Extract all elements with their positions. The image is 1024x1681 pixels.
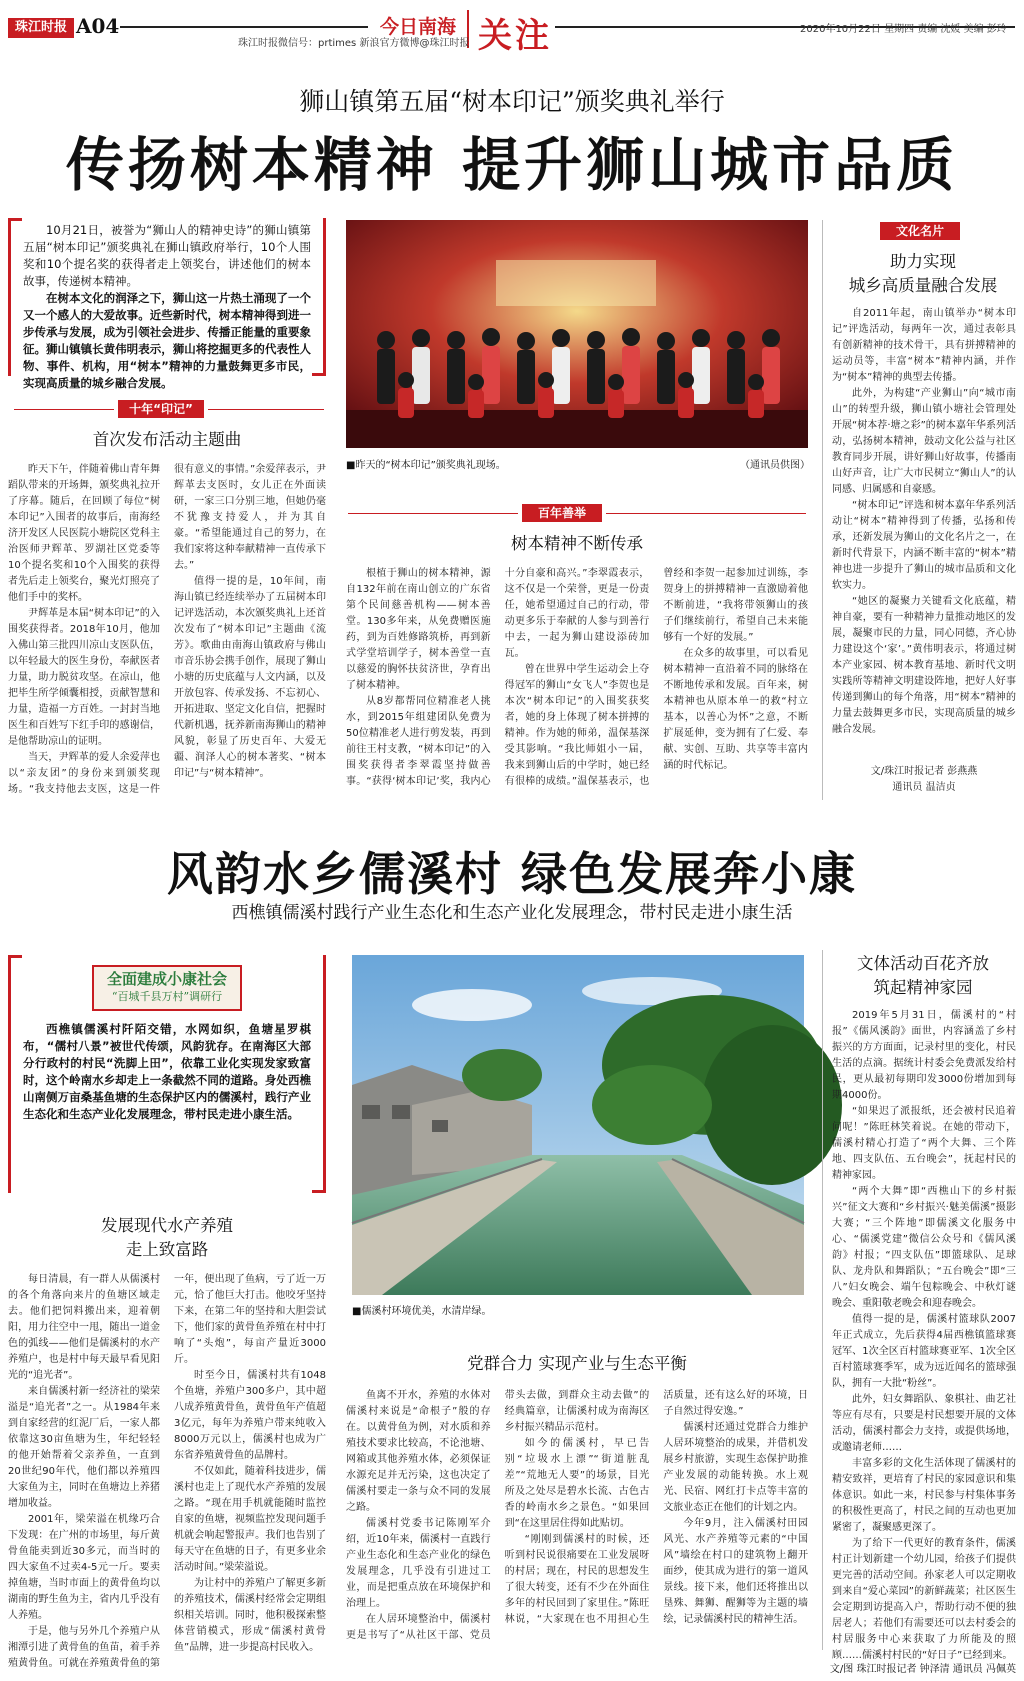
body-paragraph: 根植于狮山的树本精神，源自132年前在南山创立的广东省第个民间慈善机构——树本善堂。130多年来，从免费赠医施药，到为百姓修路筑桥，再到新式学堂培训学子，树本善堂一直以慈爱的胸怀扶贫济世，孕育出了树本精神。 [346, 568, 491, 691]
tag-rule [348, 513, 518, 514]
body-paragraph: 值得一提的是，儒溪村篮球队2007年正式成立，先后获得4届西樵镇篮球赛冠军、1次全区百村篮球赛亚军、1次全区百村篮球赛季军，成为远近闻名的篮球强队，拥有一大批“粉丝”。 [832, 1314, 1016, 1389]
photo1-credit: （通讯员供图） [740, 460, 810, 471]
tag-rule [14, 409, 114, 410]
page-number: A04 [76, 14, 120, 38]
story2-headline: 风韵水乡儒溪村 绿色发展奔小康 [166, 847, 857, 901]
body-paragraph: 当天，尹辉革的爱人余爱萍也以“亲友团”的身份来到颁奖现场。“我支持他去支医，这是一件很有意义的事情。”余爱萍表示，尹辉革去支医时，女儿正在外面读研，一家三口分别三地，但她仍毫不犹豫支持爱人，并为其自豪。“希望能通过自己的努力，在我们家将这种奉献精神一直传承下去。” [8, 464, 326, 795]
story2-sec1-body [8, 1272, 326, 1672]
body-paragraph: 2001年，梁荣溢在机缘巧合下发现：在广州的市场里，每斤黄骨鱼能卖到近30多元，而当时的四大家鱼不过卖4-5元一斤。要卖掉鱼塘，当时市面上的黄骨鱼均以湖南的野生鱼为主，省内几乎没有人养殖。 [8, 1514, 160, 1621]
section-name: 今日南海 [380, 16, 457, 38]
photo1-caption: ■昨天的“树本印记”颁奖典礼现场。 [346, 460, 506, 471]
body-paragraph: 2019年5月31日，儒溪村的“村报”《儒风溪韵》面世，内容涵盖了乡村振兴的方方面面，记录村里的变化，村民生活的点滴。据统计村委会免费派发给村民，更从最初每期印发3000份增加到每期4000份。 [832, 1010, 1016, 1101]
story1-lead-paragraph: 10月21日，被誉为“狮山人的精神史诗”的狮山镇第五届“树本印记”颁奖典礼在狮山镇政府举行，10个人围奖和10个提名奖的获得者走上领奖台，讲述他们的树本故事，传递树本精神。 [23, 223, 311, 288]
story2-sec2-subhead: 党群合力 实现产业与生态平衡 [467, 1354, 687, 1373]
story2-sec2-body [346, 1388, 808, 1672]
tag-rule [606, 513, 806, 514]
ceremony-illustration [346, 220, 808, 448]
body-paragraph: 自2011年起，南山镇举办“树本印记”评选活动，每两年一次，通过表彰具有创新精神的技术骨干，具有拼搏精神的运动员等，丰富“树本”精神内涵，并作为“树本”精神的典型去传播。 [832, 308, 1016, 383]
sidebar-rule [822, 950, 823, 1650]
story2-sec1-subhead: 发展现代水产养殖 走上致富路 [101, 1216, 233, 1259]
body-paragraph: 鱼离不开水，养殖的水体对儒溪村来说是“命根子”般的存在。以黄骨鱼为例，对水质和养殖技术要求比较高，不论池塘、网箱或其他养殖水体，必须保证水源充足并无污染，这也决定了儒溪村要走一条与众不同的发展之路。 [346, 1390, 491, 1513]
body-paragraph: 儒溪村还通过党群合力维护人居环境整治的成果，并借机发展乡村旅游，实现生态保护助推产业发展的动能转换。水上观光、民宿、网红打卡点等丰富的文旅业态正在他们的计划之内。 [663, 1422, 808, 1513]
body-paragraph: “两个大舞”即“西樵山下的乡村振兴”征文大赛和“乡村振兴·魅美儒溪”摄影大赛；“三个阵地”即儒溪文化服务中心、“儒溪党建”微信公众号和《儒风溪韵》村报；“四支队伍”即篮球队、足球队、龙舟队和舞蹈队；“五台晚会”即“三八”妇女晚会、端午包粽晚会、中秋灯谜晚会、重阳敬老晚会和迎春晚会。 [832, 1186, 1016, 1309]
body-paragraph: “树本印记”评选和树本嘉年华系列活动让“树本”精神得到了传播，弘扬和传承，还新发展为狮山的文化名片之一，在新时代背景下，内涵不断丰富的“树本”精神也进一步提升了狮山的城市品质和文化软实力。 [832, 500, 1016, 591]
body-paragraph: 如今的儒溪村，早已告别“垃圾水上漂”“街道脏乱差”“荒地无人要”的场景，目光所及之处尽是碧水长流、古色古香的岭南水乡之景色。“如果回到“在这里居住得如此贴切。 [504, 1438, 650, 1529]
sidebar-rule [822, 220, 823, 800]
body-paragraph: 值得一提的是，10年间，南海山镇已经连续举办了五届树本印记评选活动，本次颁奖典礼上还首次发布了“树本印记”主题曲《流芳》。歌曲由南海山镇政府与佛山市音乐协会携手创作，展现了狮山小塘的历史底蕴与人文内涵，以及开放包容、传承发扬、不忘初心、开拓进取、坚定文化自信，把握时代新机遇，抚养新南海狮山的精神风貌，彰显了历史百年、大爱无疆、润泽人心的树本著奖、“树本印记”与“树本精神”。 [174, 576, 326, 779]
body-paragraph: 不仅如此，随着科技进步，儒溪村也走上了现代水产养殖的发展之路。“现在用手机就能随时监控自家的鱼塘，视频监控发现问题手机就会响起警报声。我们也告别了每天守在鱼塘的日子，有更多业余活动时间。”梁荣溢说。 [174, 1466, 326, 1573]
body-paragraph: 尹辉革是本届“树本印记”的入围奖获得者。2018年10月，他加入佛山第三批四川凉山支医队伍，以年轻最大的医生身份，奉献医者力量，助力脱贫攻坚。在凉山，他把毕生所学倾囊相授，贡献智慧和力量，造福一方百姓。一封封当地医生和百姓写下红手印的感谢信，是他帮助凉山的证明。 [8, 608, 160, 747]
badge-line1: 全面建成小康社会 [106, 970, 227, 988]
newspaper-logo: 珠江时报 [8, 18, 74, 38]
body-paragraph: 丰富多彩的文化生活体现了儒溪村的精安致祥，更培育了村民的家园意识和集体意识。如此一来，村民参与村集体事务的积极性更高了，村民之间的互动也更加紧密了，凝聚感更深了。 [832, 1458, 1016, 1533]
body-paragraph: 在人居环境整治中，儒溪村更是书写了“从社区干部、党员带头去做，到群众主动去做”的经典篇章，让儒溪村成为南海区乡村振兴精品示范村。 [346, 1390, 650, 1641]
body-paragraph: 为让村中的养殖户了解更多新的养殖技术，儒溪村经常会定期组织相关培训。同时，他积极探索整体营销模式，形成“儒溪村黄骨鱼”品牌，进一步提高村民收入。 [174, 1578, 326, 1653]
story2-lead-box [8, 955, 326, 1193]
body-paragraph: 每日清晨，有一群人从儒溪村的各个角落向来片的鱼塘区域走去。他们把饲料搬出来，迎着朝阳，用力往空中一甩，随出一道金色的弧线——他们是儒溪村的水产养殖户，也是村中每天最早看见阳光的“追光者”。 [8, 1274, 160, 1381]
story1-headline: 传扬树本精神 提升狮山城市品质 [65, 131, 959, 199]
sidebar2-head: 文体活动百花齐放 筑起精神家园 [857, 954, 989, 997]
sec2-tag: 百年善举 [522, 504, 602, 522]
body-paragraph: 在众多的故事里，可以看见树本精神一直沿着不同的脉络在不断地传承和发展。百年来，树本精神也从原本单一的救“村立基本，以善心为怀”之意，不断扩展延伸，变为拥有了仁爱、奉献、实创、互助、共享等丰富内涵的时代标记。 [663, 648, 808, 771]
story1-lead-box [8, 218, 326, 390]
sec1-tag: 十年“印记” [118, 400, 204, 418]
story1-lead-paragraph: 在树本文化的润泽之下，狮山这一片热土涌现了一个又一个感人的大爱故事。近些新时代，树本精神得到进一步传承与发展，成为引领社会进步、传播正能量的重要象征。狮山镇镇长黄伟明表示，狮山将挖掘更多的代表性人物、事件、机构，用“树本”精神的力量鼓舞更多市民，实现高质量的城乡融合发展。 [23, 291, 311, 390]
award-ceremony-photo [346, 220, 808, 448]
sidebar1-tag: 文化名片 [880, 222, 960, 240]
photo2-caption: ■儒溪村环境优美，水清岸绿。 [352, 1306, 492, 1317]
body-paragraph: 昨天下午，伴随着佛山青年舞蹈队带来的开场舞，颁奖典礼拉开了序幕。随后，在回顾了每位“树本印记”入围者的故事后，南海经济开发区人民医院小塘院区党科主治医师尹辉革、罗湖社区党委等10个提名奖和10个入围奖的获得者先后走上领奖台，聚光灯照亮了他们手中的奖杯。 [8, 464, 160, 603]
body-paragraph: 儒溪村党委书记陈刚军介绍，近10年来，儒溪村一直践行产业生态化和生态产业化的绿色发展理念，几乎没有引进过工业，而是把重点放在环境保护和治理上。 [346, 1518, 491, 1609]
sec1-body [8, 462, 326, 798]
sidebar1-body [832, 306, 1016, 742]
tag-rule [208, 409, 324, 410]
sec2-body [346, 566, 808, 798]
body-paragraph: “如果迟了派报纸，还会被村民追着问呢！”陈旺林笑着说。在她的带动下，儒溪村精心打造了“两个大舞、三个阵地、四支队伍、五台晚会”，抚起村民的精神家园。 [832, 1106, 1016, 1181]
story2-subhead: 西樵镇儒溪村践行产业生态化和生态产业化发展理念，带村民走进小康生活 [231, 903, 793, 923]
social-accounts: 珠江时报微信号：prtimes 新浪官方微博@珠江时报 [238, 38, 470, 49]
sidebar1-head: 助力实现 城乡高质量融合发展 [848, 252, 998, 295]
masthead-rule-left [120, 26, 368, 28]
badge-line2: “百城千县万村”调研行 [111, 990, 223, 1003]
body-paragraph: 曾在世界中学生运动会上夺得冠军的狮山“女飞人”李贺也是本次“树本印记”的入围奖获奖者，她的身上体现了树本拼搏的精神。作为她的师弟，温保基深受其影响。“我比师姐小一届，我来到狮山后的中学时，她已经有很棒的成绩。”温保基表示，也曾经和李贺一起参加过训练，李贺身上的拼搏精神一直激励着他不断前进，“我将带领狮山的孩子们继续前行，希望自己未来能够有一个好的发展。” [504, 568, 808, 787]
body-paragraph: “她区的凝聚力关键看文化底蕴，精神自豪，要有一种精神力量推动地区的发展，凝聚市民的力量，同心同德，齐心协力建设这个‘家’。”黄伟明表示，将通过树本产业家园、树本教育基地、新时代文明实践所等精神文明建设阵地，把好人好事传递到狮山的每个角落，用“树本”精神的力量去鼓舞更多市民，实现高质量的城乡融合发展。 [832, 596, 1016, 735]
sidebar2-body [832, 1008, 1016, 1661]
column-name: 关注 [478, 16, 552, 56]
body-paragraph: 时至今日，儒溪村共有1048个鱼塘，养殖户300多户，其中超八成养殖黄骨鱼，黄骨鱼年产值超3亿元，每年为养殖户带来纯收入8000万元以上，儒溪村也成为广东省养殖黄骨鱼的品牌村。 [174, 1370, 326, 1461]
body-paragraph: 今年9月，注入儒溪村田园风光、水产养殖等元素的“中国风”墙绘在村口的建筑物上翻开面纱，使其成为进行的第一道风景线。接下来，他们还将推出以垦殊、舞狮、醒狮等为主题的墙绘，记录儒溪村民的精神生活。 [663, 1518, 808, 1625]
body-paragraph: 从8岁都帮同位精准老人挑水，到2015年组建团队免费为50位精准老人进行剪发装，再到前往王村支教，“树本印记”的入围奖获得者李翠霞坚持做善事。“获得‘树本印记’奖，我内心十分自豪和高兴。”李翠霞表示，这不仅是一个荣誉，更是一份责任，她希望通过自己的行动，带动更多乐于奉献的人参与到善行中去，一起为狮山建设添砖加瓦。 [346, 568, 650, 787]
story2-lead-paragraph: 西樵镇儒溪村阡陌交错，水网如织，鱼塘星罗棋布，“儒村八景”被世代传颂，风韵犹存。在南海区大部分行政村的村民“洗脚上田”，依靠工业化实现发家致富时，这个岭南水乡却走上一条截然不同的道路。身处西樵山南侧万亩桑基鱼塘的生态保护区内的儒溪村，践行产业生态化和生态产业化发展理念，带村民走进小康生活。 [23, 1022, 311, 1121]
story2-byline: 文/图 珠江时报记者 钟泽清 通讯员 冯佩英 [829, 1664, 1016, 1675]
body-paragraph: 来自儒溪村新一经济社的梁荣溢是“追光者”之一。从1984年来到自家经营的红泥厂后，一家人都依靠这30亩鱼塘为生，年纪轻轻的他开始帮着父亲养鱼，一直到20世纪90年代，他们都以养殖四大家鱼为主，同时在鱼塘边上养猪增加收益。 [8, 1386, 160, 1509]
body-paragraph: 此外，妇女舞蹈队、象棋社、曲艺社等应有尽有，只要是村民想要开展的文体活动，儒溪村都会力支持，或提供场地，或邀请老师…… [832, 1394, 1016, 1453]
sec2-subhead: 树本精神不断传承 [511, 534, 643, 553]
body-paragraph: 此外，为构建“产业狮山”向“城市南山”的转型升级，狮山镇小塘社会管理处开展“树本荐·塘之彩”的树本嘉年华系列活动，弘扬树本精神，鼓动文化公益与社区教育同步开展，讲好狮山好故事，传播南山好声音，让广大市民树立“狮山人”的认同感、归属感和自豪感。 [832, 388, 1016, 495]
body-paragraph: 于是，他与另外几个养殖户从湘潭引进了黄骨鱼的鱼苗，着手养殖黄骨鱼。可就在养殖黄骨鱼的第一年，便出现了鱼病，亏了近一万元，恰了他巨大打击。他咬牙坚持下来，在第二年的坚持和大胆尝试下，他们家的黄骨鱼养殖在村中打响了“头炮”，每亩产量近3000斤。 [8, 1274, 326, 1669]
xiaokang-badge [92, 965, 242, 1011]
body-paragraph: “刚刚到儒溪村的时候，还听到村民说很痛要在工业发展呀的村居；现在，村民的思想发生了很大转变，还有不少在外面住多年的村民回到了家里住。”陈旺林说，“大家现在也不用担心生活质量，还有这么好的环境，日子自然过得安逸。” [504, 1390, 808, 1625]
sec1-subhead: 首次发布活动主题曲 [92, 430, 242, 449]
village-river-photo [352, 955, 804, 1295]
village-illustration [352, 955, 804, 1295]
story1-kicker: 狮山镇第五届“树本印记”颁奖典礼举行 [299, 87, 725, 116]
date-line: 2020年10月22日 星期四 责编 沈媛 美编 彭玲 [800, 24, 1007, 35]
sidebar1-byline: 文/珠江时报记者 彭燕燕 通讯员 温洁贞 [870, 766, 978, 793]
body-paragraph: 为了给下一代更好的教育条件，儒溪村正计划新建一个幼儿园，给孩子们提供更完善的活动空间。孙家老人可以定期收到来自“爱心菜园”的新鲜蔬菜；社区医生会定期到访提高入户，帮助行动不便的独居老人；若他们有需要还可以去村委会的村居服务中心来获取了力所能及的照顾……儒溪村村民的“好日子”已经到来。 [832, 1538, 1016, 1661]
